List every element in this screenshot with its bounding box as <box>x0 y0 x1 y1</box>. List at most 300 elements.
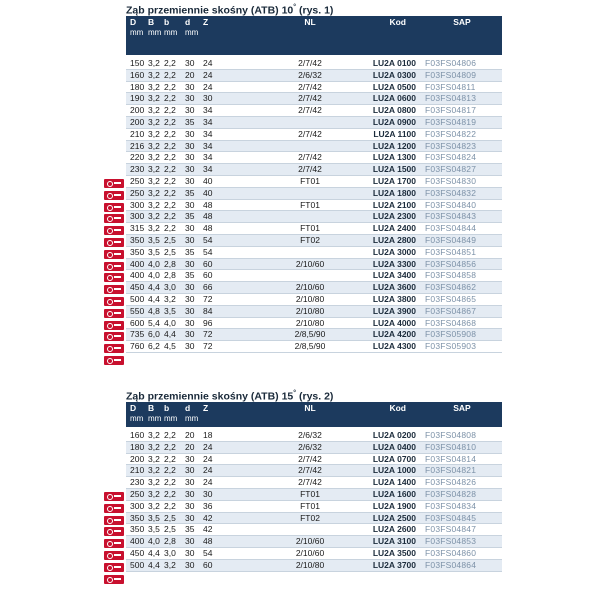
teeth-count-cell: 54 <box>203 246 230 258</box>
plate-thickness-cell: 3,2 <box>164 559 185 571</box>
unit-label: mm <box>148 28 164 38</box>
product-code-cell: LU2A 1900 <box>350 500 422 512</box>
section-atb-10 <box>104 2 482 353</box>
title-text: Ząb przemiennie skośny (ATB) 10 <box>126 4 294 17</box>
diameter-cell: 230 <box>126 477 148 489</box>
header-row <box>126 402 502 414</box>
table-row <box>126 128 502 140</box>
diameter-cell: 315 <box>126 223 148 235</box>
bore-cell: 30 <box>185 128 203 140</box>
table-row <box>126 465 502 477</box>
section-title <box>126 2 482 17</box>
teeth-count-cell: 54 <box>203 234 230 246</box>
sap-number-cell: F03FS04822 <box>422 128 502 140</box>
diameter-cell: 300 <box>126 500 148 512</box>
sap-number-cell: F03FS04864 <box>422 559 502 571</box>
sap-number-cell: F03FS04821 <box>422 465 502 477</box>
diameter-cell: 350 <box>126 246 148 258</box>
product-code-cell: LU2A 1800 <box>350 187 422 199</box>
spacer-cell <box>230 199 270 211</box>
teeth-count-cell: 24 <box>203 69 230 81</box>
table-row <box>126 69 502 81</box>
pinholes-cell: FT01 <box>270 223 350 235</box>
spacer-cell <box>230 477 270 489</box>
kerf-width-cell: 3,5 <box>148 524 164 536</box>
diameter-cell: 350 <box>126 524 148 536</box>
product-code-cell: LU2A 2800 <box>350 234 422 246</box>
saw-marker-icon <box>104 250 124 259</box>
table-row <box>126 317 502 329</box>
unit-label: mm <box>164 28 185 38</box>
pinholes-cell: 2/6/32 <box>270 430 350 441</box>
teeth-count-cell: 48 <box>203 211 230 223</box>
spacer-cell <box>230 223 270 235</box>
plate-thickness-cell: 2,5 <box>164 234 185 246</box>
product-code-cell: LU2A 1200 <box>350 140 422 152</box>
diameter-cell: 160 <box>126 430 148 441</box>
kerf-width-cell: 4,8 <box>148 305 164 317</box>
kerf-width-cell: 6,0 <box>148 329 164 341</box>
kerf-width-cell: 4,0 <box>148 258 164 270</box>
bore-cell: 30 <box>185 488 203 500</box>
col-header-d-outer: D <box>126 402 148 414</box>
kerf-width-cell: 3,2 <box>148 187 164 199</box>
col-header-d-bore: d <box>185 16 203 28</box>
product-code-cell: LU2A 0100 <box>350 58 422 69</box>
plate-thickness-cell: 2,2 <box>164 105 185 117</box>
title-suffix: (rys. 1) <box>296 4 334 17</box>
col-header-nl: NL <box>270 402 350 414</box>
diameter-cell: 200 <box>126 116 148 128</box>
bore-cell: 30 <box>185 81 203 93</box>
sap-number-cell: F03FS04862 <box>422 282 502 294</box>
plate-thickness-cell: 2,2 <box>164 223 185 235</box>
bore-cell: 30 <box>185 547 203 559</box>
plate-thickness-cell: 3,0 <box>164 282 185 294</box>
pinholes-cell <box>270 211 350 223</box>
sap-number-cell: F03FS04809 <box>422 69 502 81</box>
table-row <box>126 524 502 536</box>
plate-thickness-cell: 2,8 <box>164 536 185 548</box>
product-code-cell: LU2A 3400 <box>350 270 422 282</box>
product-code-cell: LU2A 0800 <box>350 105 422 117</box>
spacer-cell <box>230 152 270 164</box>
sap-number-cell: F03FS04860 <box>422 547 502 559</box>
unit-row <box>126 28 502 38</box>
kerf-width-cell: 3,2 <box>148 500 164 512</box>
bore-cell: 20 <box>185 441 203 453</box>
diameter-cell: 210 <box>126 465 148 477</box>
kerf-width-cell: 3,2 <box>148 488 164 500</box>
diameter-cell: 180 <box>126 441 148 453</box>
pinholes-cell: 2/10/80 <box>270 317 350 329</box>
diameter-cell: 500 <box>126 293 148 305</box>
col-header-z: Z <box>203 16 230 28</box>
title-degree: ° <box>293 390 297 397</box>
sap-number-cell: F03FS04823 <box>422 140 502 152</box>
teeth-count-cell: 84 <box>203 305 230 317</box>
product-code-cell: LU2A 0200 <box>350 430 422 441</box>
bore-cell: 30 <box>185 175 203 187</box>
spacer-cell <box>230 246 270 258</box>
sap-number-cell: F03FS04830 <box>422 175 502 187</box>
plate-thickness-cell: 2,2 <box>164 500 185 512</box>
kerf-width-cell: 3,2 <box>148 81 164 93</box>
bore-cell: 30 <box>185 512 203 524</box>
table-row <box>126 234 502 246</box>
diameter-cell: 300 <box>126 211 148 223</box>
bore-cell: 30 <box>185 199 203 211</box>
bore-cell: 30 <box>185 223 203 235</box>
pinholes-cell: 2/10/80 <box>270 305 350 317</box>
saw-marker-icon <box>104 309 124 318</box>
pinholes-cell: 2/10/80 <box>270 293 350 305</box>
bore-cell: 30 <box>185 293 203 305</box>
plate-thickness-cell: 2,5 <box>164 524 185 536</box>
spacer-cell <box>230 234 270 246</box>
plate-thickness-cell: 2,2 <box>164 441 185 453</box>
product-code-cell: LU2A 2600 <box>350 524 422 536</box>
spacer-cell <box>230 164 270 176</box>
diameter-cell: 150 <box>126 58 148 69</box>
plate-thickness-cell: 2,2 <box>164 187 185 199</box>
sap-number-cell: F03FS04813 <box>422 93 502 105</box>
pinholes-cell: FT01 <box>270 488 350 500</box>
teeth-count-cell: 42 <box>203 524 230 536</box>
table-row <box>126 116 502 128</box>
diameter-cell: 180 <box>126 81 148 93</box>
spacer-cell <box>230 536 270 548</box>
spacer-cell <box>230 175 270 187</box>
spec-table <box>126 16 502 353</box>
sap-number-cell: F03FS04828 <box>422 488 502 500</box>
teeth-count-cell: 72 <box>203 293 230 305</box>
title-suffix: (rys. 2) <box>296 390 334 403</box>
pinholes-cell: 2/8,5/90 <box>270 329 350 341</box>
kerf-width-cell: 3,2 <box>148 211 164 223</box>
teeth-count-cell: 24 <box>203 58 230 69</box>
col-header-b-lower: b <box>164 402 185 414</box>
pinholes-cell <box>270 116 350 128</box>
spacer-cell <box>230 69 270 81</box>
bore-cell: 30 <box>185 536 203 548</box>
kerf-width-cell: 3,2 <box>148 465 164 477</box>
product-code-cell: LU2A 1700 <box>350 175 422 187</box>
saw-marker-icon <box>104 214 124 223</box>
teeth-count-cell: 96 <box>203 317 230 329</box>
pinholes-cell <box>270 140 350 152</box>
teeth-count-cell: 34 <box>203 140 230 152</box>
unit-label: mm <box>126 414 148 424</box>
teeth-count-cell: 72 <box>203 341 230 353</box>
plate-thickness-cell: 2,2 <box>164 140 185 152</box>
pinholes-cell: 2/6/32 <box>270 441 350 453</box>
pinholes-cell: FT02 <box>270 512 350 524</box>
sap-number-cell: F03FS04847 <box>422 524 502 536</box>
kerf-width-cell: 3,2 <box>148 116 164 128</box>
plate-thickness-cell: 2,2 <box>164 128 185 140</box>
pinholes-cell: 2/10/60 <box>270 258 350 270</box>
col-header-d-outer: D <box>126 16 148 28</box>
pinholes-cell: FT02 <box>270 234 350 246</box>
plate-thickness-cell: 4,5 <box>164 341 185 353</box>
sap-number-cell: F03FS04814 <box>422 453 502 465</box>
kerf-width-cell: 3,2 <box>148 128 164 140</box>
section-atb-15 <box>104 388 482 572</box>
plate-thickness-cell: 2,2 <box>164 69 185 81</box>
spacer-cell <box>230 305 270 317</box>
sap-number-cell: F03FS04853 <box>422 536 502 548</box>
pinholes-cell: 2/7/42 <box>270 93 350 105</box>
kerf-width-cell: 3,5 <box>148 512 164 524</box>
teeth-count-cell: 48 <box>203 223 230 235</box>
pinholes-cell <box>270 187 350 199</box>
teeth-count-cell: 60 <box>203 559 230 571</box>
teeth-count-cell: 72 <box>203 329 230 341</box>
product-code-cell: LU2A 2300 <box>350 211 422 223</box>
kerf-width-cell: 3,2 <box>148 93 164 105</box>
plate-thickness-cell: 2,2 <box>164 93 185 105</box>
col-header-sap: SAP <box>422 16 502 28</box>
col-header-nl: NL <box>270 16 350 28</box>
product-code-cell: LU2A 2100 <box>350 199 422 211</box>
spacer-cell <box>230 93 270 105</box>
diameter-cell: 760 <box>126 341 148 353</box>
bore-cell: 30 <box>185 234 203 246</box>
spacer-cell <box>230 547 270 559</box>
table-row <box>126 341 502 353</box>
diameter-cell: 230 <box>126 164 148 176</box>
kerf-width-cell: 4,4 <box>148 547 164 559</box>
saw-marker-icon <box>104 344 124 353</box>
table-row <box>126 512 502 524</box>
table-row <box>126 93 502 105</box>
spacer-cell <box>230 128 270 140</box>
table-row <box>126 211 502 223</box>
table-row <box>126 500 502 512</box>
pinholes-cell: FT01 <box>270 199 350 211</box>
diameter-cell: 200 <box>126 105 148 117</box>
saw-marker-icon <box>104 563 124 572</box>
diameter-cell: 550 <box>126 305 148 317</box>
kerf-width-cell: 5,4 <box>148 317 164 329</box>
product-code-cell: LU2A 1000 <box>350 465 422 477</box>
bore-cell: 30 <box>185 317 203 329</box>
pinholes-cell: 2/7/42 <box>270 477 350 489</box>
teeth-count-cell: 24 <box>203 453 230 465</box>
table-row <box>126 140 502 152</box>
kerf-width-cell: 3,2 <box>148 140 164 152</box>
table-row <box>126 441 502 453</box>
kerf-width-cell: 3,5 <box>148 246 164 258</box>
diameter-cell: 190 <box>126 93 148 105</box>
spacer-cell <box>230 293 270 305</box>
plate-thickness-cell: 2,2 <box>164 116 185 128</box>
spacer-cell <box>230 441 270 453</box>
teeth-count-cell: 48 <box>203 199 230 211</box>
plate-thickness-cell: 3,5 <box>164 305 185 317</box>
plate-thickness-cell: 2,2 <box>164 175 185 187</box>
plate-thickness-cell: 3,0 <box>164 547 185 559</box>
table-row <box>126 282 502 294</box>
sap-number-cell: F03FS04817 <box>422 105 502 117</box>
diameter-cell: 400 <box>126 270 148 282</box>
kerf-width-cell: 3,2 <box>148 430 164 441</box>
bore-cell: 20 <box>185 69 203 81</box>
product-code-cell: LU2A 2500 <box>350 512 422 524</box>
product-code-cell: LU2A 3700 <box>350 559 422 571</box>
product-code-cell: LU2A 0500 <box>350 81 422 93</box>
teeth-count-cell: 54 <box>203 547 230 559</box>
teeth-count-cell: 40 <box>203 187 230 199</box>
plate-thickness-cell: 2,5 <box>164 512 185 524</box>
pinholes-cell: 2/6/32 <box>270 69 350 81</box>
teeth-count-cell: 34 <box>203 128 230 140</box>
saw-marker-icon <box>104 504 124 513</box>
sap-number-cell: F03FS05908 <box>422 329 502 341</box>
table-row <box>126 199 502 211</box>
sap-number-cell: F03FS04834 <box>422 500 502 512</box>
unit-row <box>126 414 502 424</box>
spacer-cell <box>230 282 270 294</box>
sap-number-cell: F03FS04865 <box>422 293 502 305</box>
diameter-cell: 400 <box>126 258 148 270</box>
saw-marker-icon <box>104 527 124 536</box>
product-code-cell: LU2A 4200 <box>350 329 422 341</box>
table-row <box>126 81 502 93</box>
kerf-width-cell: 3,2 <box>148 58 164 69</box>
col-header-b-upper: B <box>148 402 164 414</box>
teeth-count-cell: 34 <box>203 105 230 117</box>
spacer-cell <box>230 524 270 536</box>
sap-number-cell: F03FS04810 <box>422 441 502 453</box>
bore-cell: 30 <box>185 500 203 512</box>
diameter-cell: 350 <box>126 512 148 524</box>
bore-cell: 35 <box>185 211 203 223</box>
col-header-z: Z <box>203 402 230 414</box>
diameter-cell: 350 <box>126 234 148 246</box>
plate-thickness-cell: 2,8 <box>164 270 185 282</box>
table-row <box>126 559 502 571</box>
kerf-width-cell: 4,4 <box>148 282 164 294</box>
teeth-count-cell: 40 <box>203 175 230 187</box>
pinholes-cell: 2/10/60 <box>270 547 350 559</box>
teeth-count-cell: 48 <box>203 536 230 548</box>
diameter-cell: 220 <box>126 152 148 164</box>
plate-thickness-cell: 2,2 <box>164 164 185 176</box>
spacer-cell <box>230 512 270 524</box>
kerf-width-cell: 3,2 <box>148 453 164 465</box>
pinholes-cell: 2/7/42 <box>270 465 350 477</box>
teeth-count-cell: 66 <box>203 282 230 294</box>
sap-number-cell: F03FS04845 <box>422 512 502 524</box>
product-code-cell: LU2A 0600 <box>350 93 422 105</box>
diameter-cell: 216 <box>126 140 148 152</box>
kerf-width-cell: 3,2 <box>148 175 164 187</box>
sap-number-cell: F03FS04832 <box>422 187 502 199</box>
sap-number-cell: F03FS04826 <box>422 477 502 489</box>
saw-marker-icon <box>104 285 124 294</box>
bore-cell: 30 <box>185 329 203 341</box>
teeth-count-cell: 24 <box>203 441 230 453</box>
teeth-count-cell: 24 <box>203 81 230 93</box>
teeth-count-cell: 34 <box>203 116 230 128</box>
spacer-cell <box>230 453 270 465</box>
bore-cell: 30 <box>185 258 203 270</box>
bore-cell: 35 <box>185 187 203 199</box>
diameter-cell: 450 <box>126 547 148 559</box>
table-row <box>126 246 502 258</box>
table-row <box>126 58 502 69</box>
col-header-sap: SAP <box>422 402 502 414</box>
table-row <box>126 152 502 164</box>
pinholes-cell: 2/8,5/90 <box>270 341 350 353</box>
teeth-count-cell: 60 <box>203 270 230 282</box>
bore-cell: 30 <box>185 152 203 164</box>
kerf-width-cell: 3,2 <box>148 152 164 164</box>
kerf-width-cell: 3,2 <box>148 199 164 211</box>
saw-marker-icon <box>104 356 124 365</box>
kerf-width-cell: 4,0 <box>148 536 164 548</box>
table-row <box>126 293 502 305</box>
saw-marker-icon <box>104 332 124 341</box>
col-header-spacer <box>230 16 270 28</box>
kerf-width-cell: 3,2 <box>148 69 164 81</box>
pinholes-cell: 2/7/42 <box>270 453 350 465</box>
col-header-b-upper: B <box>148 16 164 28</box>
pinholes-cell: 2/7/42 <box>270 105 350 117</box>
title-degree: ° <box>293 4 297 11</box>
kerf-width-cell: 4,0 <box>148 270 164 282</box>
bore-cell: 30 <box>185 465 203 477</box>
pinholes-cell: 2/10/60 <box>270 282 350 294</box>
sap-number-cell: F03FS04856 <box>422 258 502 270</box>
plate-thickness-cell: 2,2 <box>164 81 185 93</box>
pinholes-cell: 2/7/42 <box>270 164 350 176</box>
teeth-count-cell: 42 <box>203 512 230 524</box>
diameter-cell: 735 <box>126 329 148 341</box>
product-code-cell: LU2A 0900 <box>350 116 422 128</box>
product-code-cell: LU2A 2400 <box>350 223 422 235</box>
spacer-cell <box>230 317 270 329</box>
col-header-spacer <box>230 402 270 414</box>
pinholes-cell: 2/7/42 <box>270 81 350 93</box>
diameter-cell: 250 <box>126 187 148 199</box>
kerf-width-cell: 3,5 <box>148 234 164 246</box>
spacer-cell <box>230 187 270 199</box>
saw-marker-icon <box>104 516 124 525</box>
table-row <box>126 536 502 548</box>
bore-cell: 30 <box>185 105 203 117</box>
kerf-width-cell: 3,2 <box>148 477 164 489</box>
sap-number-cell: F03FS04858 <box>422 270 502 282</box>
diameter-cell: 400 <box>126 536 148 548</box>
table-row <box>126 329 502 341</box>
sap-number-cell: F03FS04824 <box>422 152 502 164</box>
saw-marker-icon <box>104 203 124 212</box>
teeth-count-cell: 34 <box>203 152 230 164</box>
table-row <box>126 164 502 176</box>
product-code-cell: LU2A 3600 <box>350 282 422 294</box>
table-row <box>126 453 502 465</box>
table-row <box>126 105 502 117</box>
section-title <box>126 388 482 403</box>
pinholes-cell: 2/7/42 <box>270 152 350 164</box>
spacer-cell <box>230 105 270 117</box>
diameter-cell: 500 <box>126 559 148 571</box>
kerf-width-cell: 6,2 <box>148 341 164 353</box>
bore-cell: 30 <box>185 453 203 465</box>
